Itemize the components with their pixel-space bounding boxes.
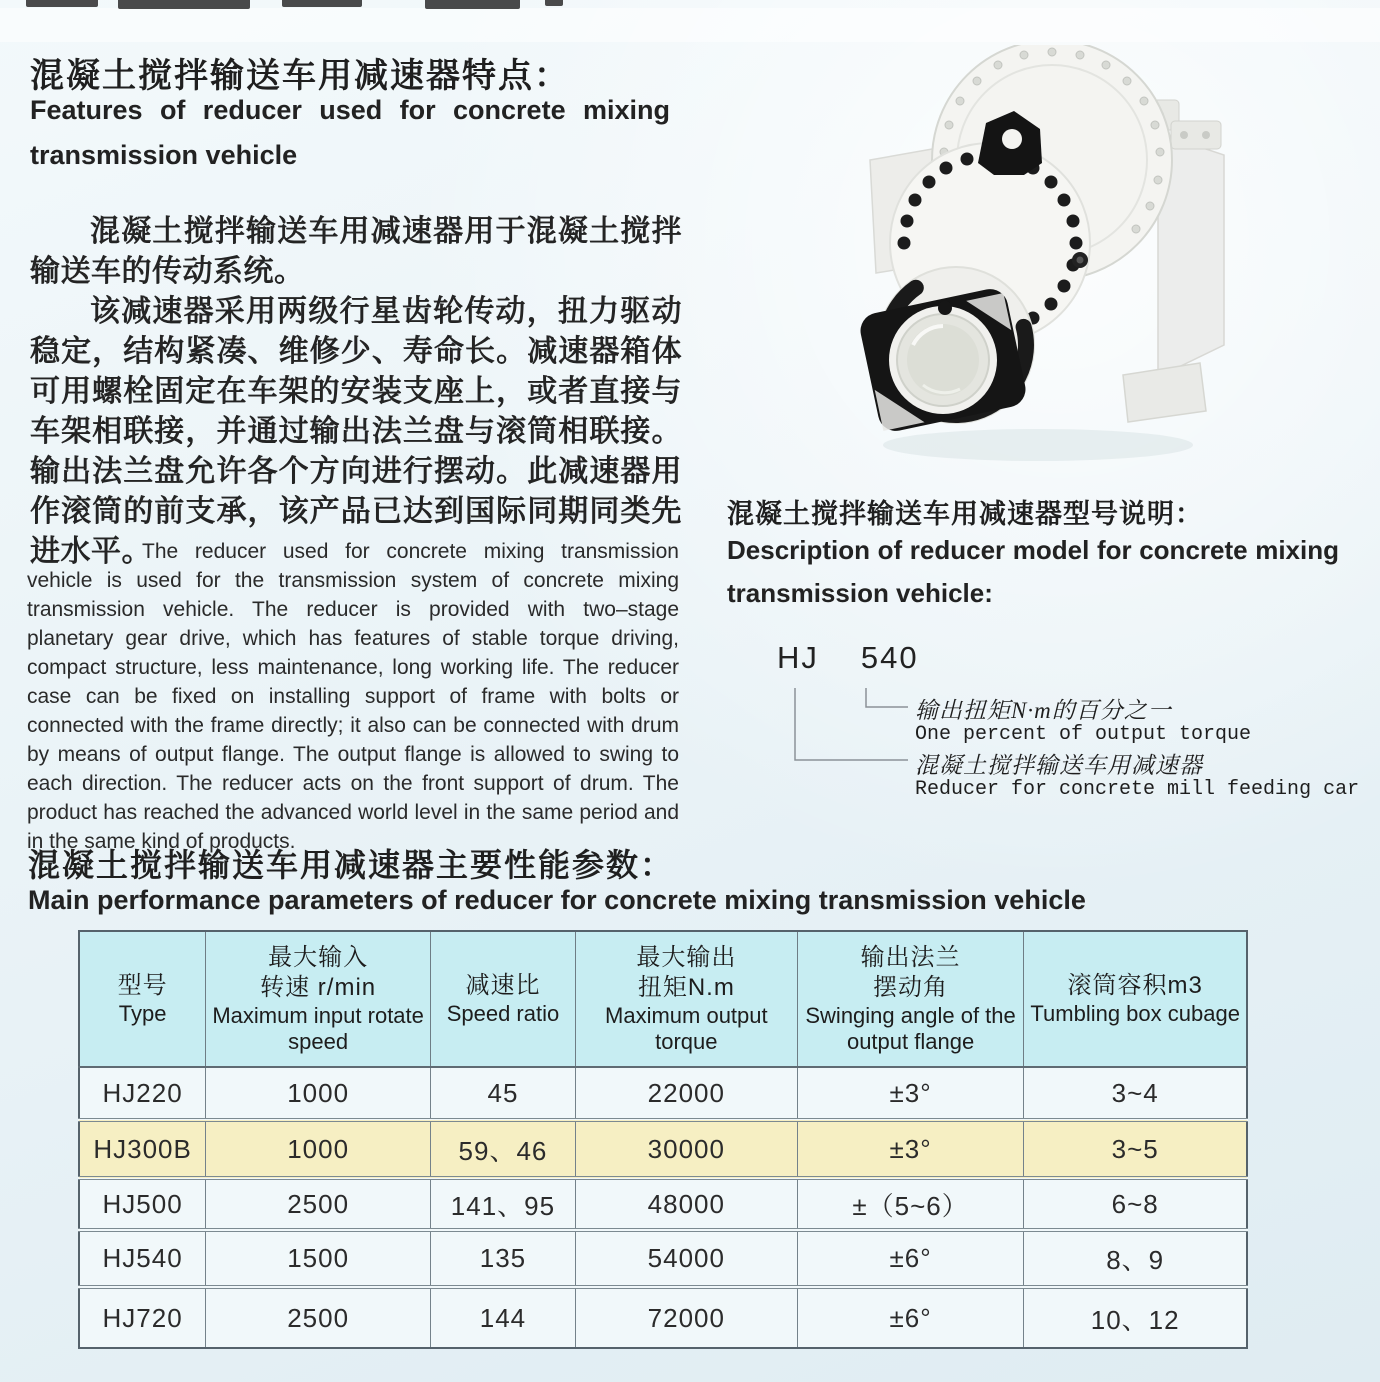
callout-output-torque-en: One percent of output torque [915, 723, 1252, 746]
table-row-HJ300B [79, 1120, 1247, 1178]
table-cell-output_torque: 48000 [575, 1178, 797, 1230]
table-cell-swing_angle: ±6° [797, 1230, 1024, 1287]
table-cell-swing_angle: ±（5~6） [797, 1178, 1024, 1230]
table-cell-cubage: 8、9 [1024, 1230, 1247, 1287]
table-cell-input_speed: 1000 [206, 1120, 431, 1178]
table-cell-output_torque: 30000 [575, 1120, 797, 1178]
features-title-en-line1: Features of reducer used for concrete mixing [30, 95, 670, 125]
table-cell-model: HJ720 [79, 1287, 206, 1348]
model-title-en-line1: Description of reducer model for concrete mixing [727, 535, 1339, 565]
parameters-title-en: Main performance parameters of reducer for concrete mixing transmission vehicle [28, 885, 1086, 915]
table-cell-speed_ratio: 141、95 [431, 1178, 576, 1230]
reducer-product-photo [828, 45, 1278, 475]
table-cell-cubage: 3~5 [1024, 1120, 1247, 1178]
model-code-diagram [727, 630, 1372, 830]
model-title-en-line2: transmission vehicle: [727, 578, 993, 608]
column-header-model: 型号 Type [79, 931, 206, 1067]
column-header-input_speed: 最大输入 转速 r/min Maximum input rotate speed [206, 931, 431, 1067]
column-header-cubage: 滚筒容积m3 Tumbling box cubage [1024, 931, 1247, 1067]
features-title-en-line2: transmission vehicle [30, 140, 298, 170]
model-code-prefix: HJ [777, 640, 819, 675]
table-cell-swing_angle: ±3° [797, 1120, 1024, 1178]
table-cell-input_speed: 2500 [206, 1287, 431, 1348]
table-cell-speed_ratio: 59、46 [431, 1120, 576, 1178]
table-header [79, 931, 1247, 1067]
callout-reducer-en: Reducer for concrete mill feeding car [915, 778, 1360, 801]
table-row-HJ540 [79, 1230, 1247, 1287]
table-cell-cubage: 3~4 [1024, 1067, 1247, 1120]
column-header-output_torque: 最大输出 扭矩N.m Maximum output torque [575, 931, 797, 1067]
table-row-HJ220 [79, 1067, 1247, 1120]
callout-reducer-zh: 混凝土搅拌输送车用减速器 [915, 753, 1203, 778]
table-cell-model: HJ500 [79, 1178, 206, 1230]
table-cell-speed_ratio: 135 [431, 1230, 576, 1287]
table-cell-swing_angle: ±6° [797, 1287, 1024, 1348]
table-cell-swing_angle: ±3° [797, 1067, 1024, 1120]
features-paragraph-zh-2: 该减速器采用两级行星齿轮传动，扭力驱动稳定，结构紧凑、维修少、寿命长。减速器箱体可用螺栓固定在车架的安装支座上，或者直接与车架相联接，并通过输出法兰盘与滚筒相联接。输出法兰盘允许各个方向进行摆动。此减速器用作滚筒的前支承，该产品已达到国际同期同类先进水平。 [30, 295, 682, 568]
callout-output-torque-zh: 输出扭矩N·m的百分之一 [915, 698, 1172, 723]
table-body [79, 1067, 1247, 1348]
table-cell-cubage: 10、12 [1024, 1287, 1247, 1348]
column-header-swing_angle: 输出法兰 摆动角 Swinging angle of the output flange [797, 931, 1024, 1067]
table-cell-speed_ratio: 144 [431, 1287, 576, 1348]
reducer-photo-graphic [828, 45, 1278, 475]
scan-edge-strip [0, 8, 1380, 42]
table-cell-input_speed: 1500 [206, 1230, 431, 1287]
table-row-HJ500 [79, 1178, 1247, 1230]
table-cell-model: HJ220 [79, 1067, 206, 1120]
features-paragraph-en: The reducer used for concrete mixing transmission vehicle is used for the transmission system of concrete mixing transmission vehicle. The reducer is provided with two–stage planetary gear drive, which has features of stable torque driving, compact structure, less maintenance, long working life. The reducer case can be fixed on installing support of frame with bolts or connected with the frame directly; it also can be connected with drum by means of output flange. The output flange is allowed to swing to each direction. The reducer acts on the front support of drum. The product has reached the advanced world level in the same period and in the same kind of products. [27, 540, 679, 853]
model-code-number: 540 [860, 640, 919, 675]
table-cell-model: HJ300B [79, 1120, 206, 1178]
features-title-zh: 混凝土搅拌输送车用减速器特点： [30, 57, 570, 95]
table-cell-output_torque: 22000 [575, 1067, 797, 1120]
table-cell-input_speed: 1000 [206, 1067, 431, 1120]
column-header-speed_ratio: 减速比 Speed ratio [431, 931, 576, 1067]
model-title-zh: 混凝土搅拌输送车用减速器型号说明： [727, 499, 1203, 529]
table-row-HJ720 [79, 1287, 1247, 1348]
parameters-table [78, 930, 1248, 1349]
features-paragraph-zh-1: 混凝土搅拌输送车用减速器用于混凝土搅拌输送车的传动系统。 [30, 215, 682, 288]
table-cell-input_speed: 2500 [206, 1178, 431, 1230]
table-cell-speed_ratio: 45 [431, 1067, 576, 1120]
table-cell-model: HJ540 [79, 1230, 206, 1287]
table-cell-cubage: 6~8 [1024, 1178, 1247, 1230]
table-cell-output_torque: 72000 [575, 1287, 797, 1348]
parameters-title-zh: 混凝土搅拌输送车用减速器主要性能参数： [28, 847, 675, 883]
table-cell-output_torque: 54000 [575, 1230, 797, 1287]
